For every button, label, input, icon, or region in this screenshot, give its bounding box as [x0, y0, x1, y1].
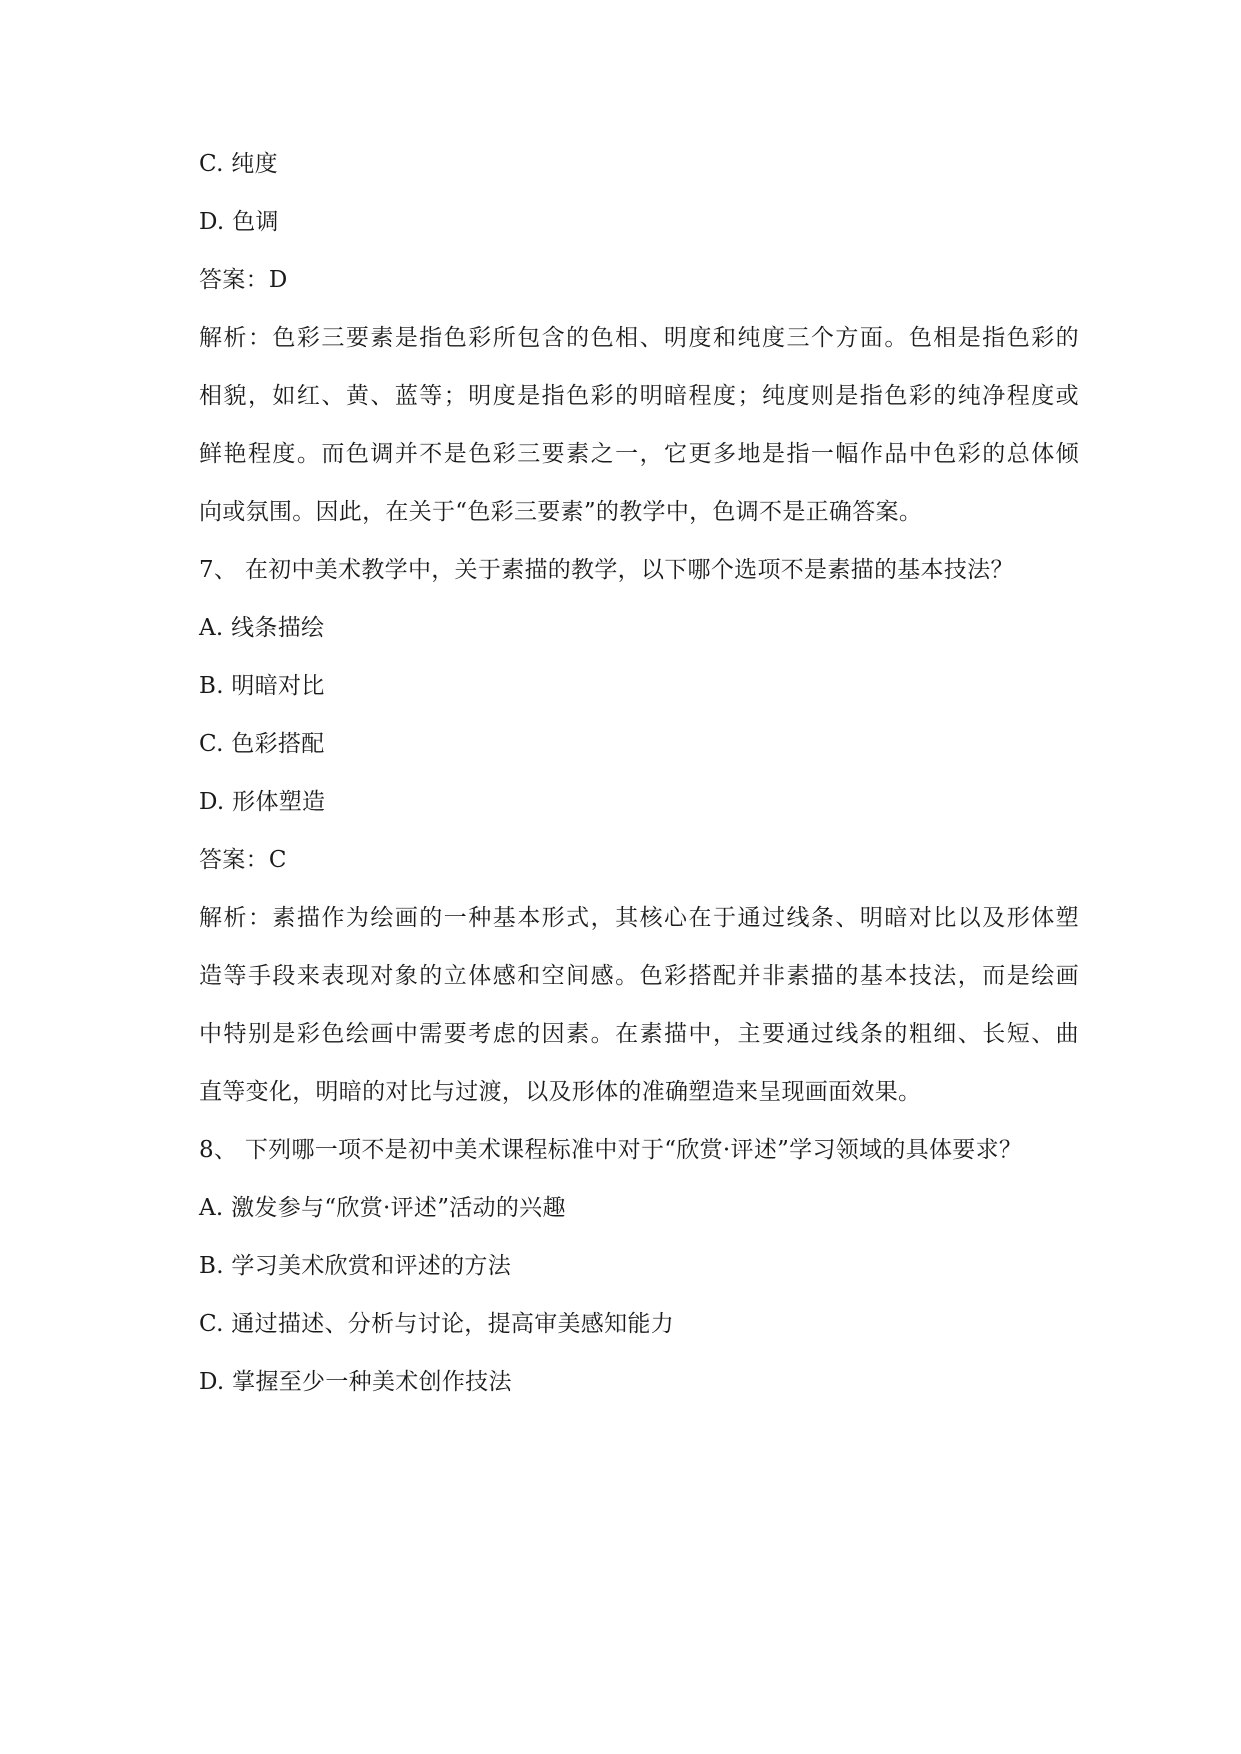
q6-analysis-line: 解析：色彩三要素是指色彩所包含的色相、明度和纯度三个方面。色相是指色彩的 [199, 325, 1079, 351]
q8-option-a: A. 激发参与“欣赏·评述”活动的兴趣 [199, 1195, 566, 1221]
q8-option-c: C. 通过描述、分析与讨论，提高审美感知能力 [199, 1311, 675, 1337]
q7-analysis-line: 直等变化，明暗的对比与过渡，以及形体的准确塑造来呈现画面效果。 [199, 1079, 922, 1105]
q7-analysis-line: 解析：素描作为绘画的一种基本形式，其核心在于通过线条、明暗对比以及形体塑 [199, 905, 1079, 931]
q8-option-b: B. 学习美术欣赏和评述的方法 [199, 1253, 512, 1279]
q6-analysis-line: 鲜艳程度。而色调并不是色彩三要素之一，它更多地是指一幅作品中色彩的总体倾 [199, 441, 1079, 467]
q7-option-a: A. 线条描绘 [199, 615, 325, 641]
q6-option-c: C. 纯度 [199, 151, 278, 177]
q6-answer: 答案：D [199, 267, 288, 293]
q7-answer: 答案：C [199, 847, 287, 873]
q8-option-d: D. 掌握至少一种美术创作技法 [199, 1369, 512, 1395]
q6-analysis-line: 相貌，如红、黄、蓝等；明度是指色彩的明暗程度；纯度则是指色彩的纯净程度或 [199, 383, 1079, 409]
q7-option-c: C. 色彩搭配 [199, 731, 325, 757]
q7-analysis-line: 中特别是彩色绘画中需要考虑的因素。在素描中，主要通过线条的粗细、长短、曲 [199, 1021, 1079, 1047]
q6-option-d: D. 色调 [199, 209, 279, 235]
q7-option-b: B. 明暗对比 [199, 673, 325, 699]
q6-analysis-line: 向或氛围。因此，在关于“色彩三要素”的教学中，色调不是正确答案。 [199, 499, 923, 525]
q7-analysis-line: 造等手段来表现对象的立体感和空间感。色彩搭配并非素描的基本技法，而是绘画 [199, 963, 1079, 989]
q8-question: 8、 下列哪一项不是初中美术课程标准中对于“欣赏·评述”学习领域的具体要求？ [199, 1137, 1023, 1163]
q7-option-d: D. 形体塑造 [199, 789, 326, 815]
q7-question: 7、 在初中美术教学中，关于素描的教学，以下哪个选项不是素描的基本技法？ [199, 557, 1014, 583]
